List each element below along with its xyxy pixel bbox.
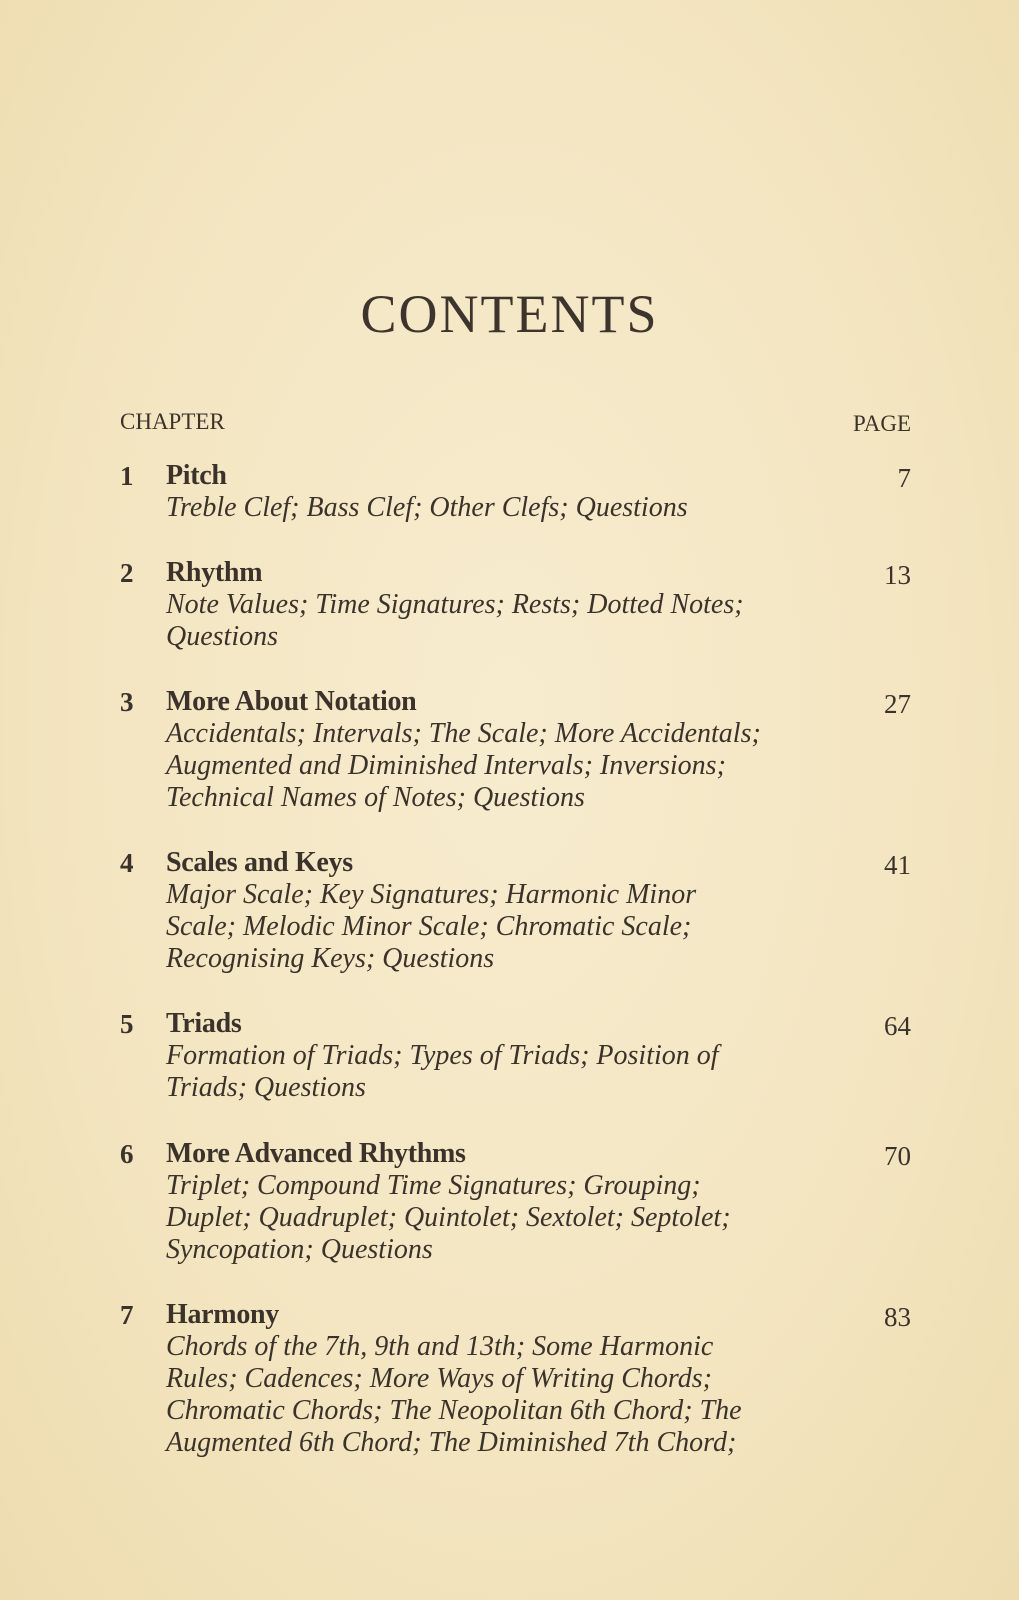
chapter-number: 5 [120, 1009, 134, 1039]
topic-line: Augmented and Diminished Intervals; Inversions; [166, 750, 726, 781]
topic-line: Duplet; Quadruplet; Quintolet; Sextolet; Septolet; [166, 1202, 731, 1233]
chapter-topics [166, 1331, 846, 1459]
chapter-number: 1 [120, 461, 134, 491]
topic-line: Rules; Cadences; More Ways of Writing Chords; [166, 1363, 712, 1394]
topic-line: Syncopation; Questions [166, 1234, 433, 1265]
topic-line: Note Values; Time Signatures; Rests; Dotted Notes; [166, 589, 744, 620]
topic-line: Triplet; Compound Time Signatures; Grouping; [166, 1170, 701, 1201]
page-number: 27 [884, 689, 911, 719]
page-number: 41 [884, 850, 911, 880]
page-title: CONTENTS [360, 284, 659, 344]
chapter-topics [166, 718, 846, 814]
topic-line: Major Scale; Key Signatures; Harmonic Minor [166, 879, 697, 910]
topic-line: Questions [166, 621, 278, 652]
topic-line: Scale; Melodic Minor Scale; Chromatic Scale; [166, 911, 692, 942]
chapter-title: Triads [166, 1008, 242, 1039]
chapter-topics [166, 1040, 846, 1104]
chapter-number: 3 [120, 687, 134, 717]
chapter-number: 6 [120, 1139, 134, 1169]
topic-line: Treble Clef; Bass Clef; Other Clefs; Questions [166, 492, 688, 523]
topic-line: Technical Names of Notes; Questions [166, 782, 585, 813]
page-number: 7 [897, 463, 911, 493]
chapter-title: Harmony [166, 1299, 280, 1330]
chapter-title: Pitch [166, 460, 227, 491]
chapter-title: More Advanced Rhythms [166, 1138, 466, 1169]
topic-line: Recognising Keys; Questions [166, 943, 495, 974]
chapter-topics [166, 492, 846, 524]
chapter-title: More About Notation [166, 686, 417, 717]
chapter-number: 2 [120, 558, 134, 588]
chapter-column-header: CHAPTER [120, 409, 225, 434]
topic-line: Chords of the 7th, 9th and 13th; Some Harmonic [166, 1331, 714, 1362]
chapter-topics [166, 879, 846, 975]
chapter-title: Rhythm [166, 557, 263, 588]
page-number: 70 [884, 1141, 911, 1171]
chapter-title: Scales and Keys [166, 847, 353, 878]
chapter-topics [166, 589, 846, 653]
topic-line: Augmented 6th Chord; The Diminished 7th Chord; [166, 1427, 737, 1458]
page-number: 13 [884, 560, 911, 590]
chapter-number: 4 [120, 848, 134, 878]
page-column-header: PAGE [853, 411, 911, 436]
topic-line: Formation of Triads; Types of Triads; Position of [166, 1040, 719, 1071]
topic-line: Chromatic Chords; The Neopolitan 6th Chord; The [166, 1395, 742, 1426]
page-number: 83 [884, 1302, 911, 1332]
chapter-number: 7 [120, 1300, 134, 1330]
chapter-topics [166, 1170, 846, 1266]
topic-line: Triads; Questions [166, 1072, 366, 1103]
topic-line: Accidentals; Intervals; The Scale; More Accidentals; [166, 718, 761, 749]
page-number: 64 [884, 1011, 911, 1041]
